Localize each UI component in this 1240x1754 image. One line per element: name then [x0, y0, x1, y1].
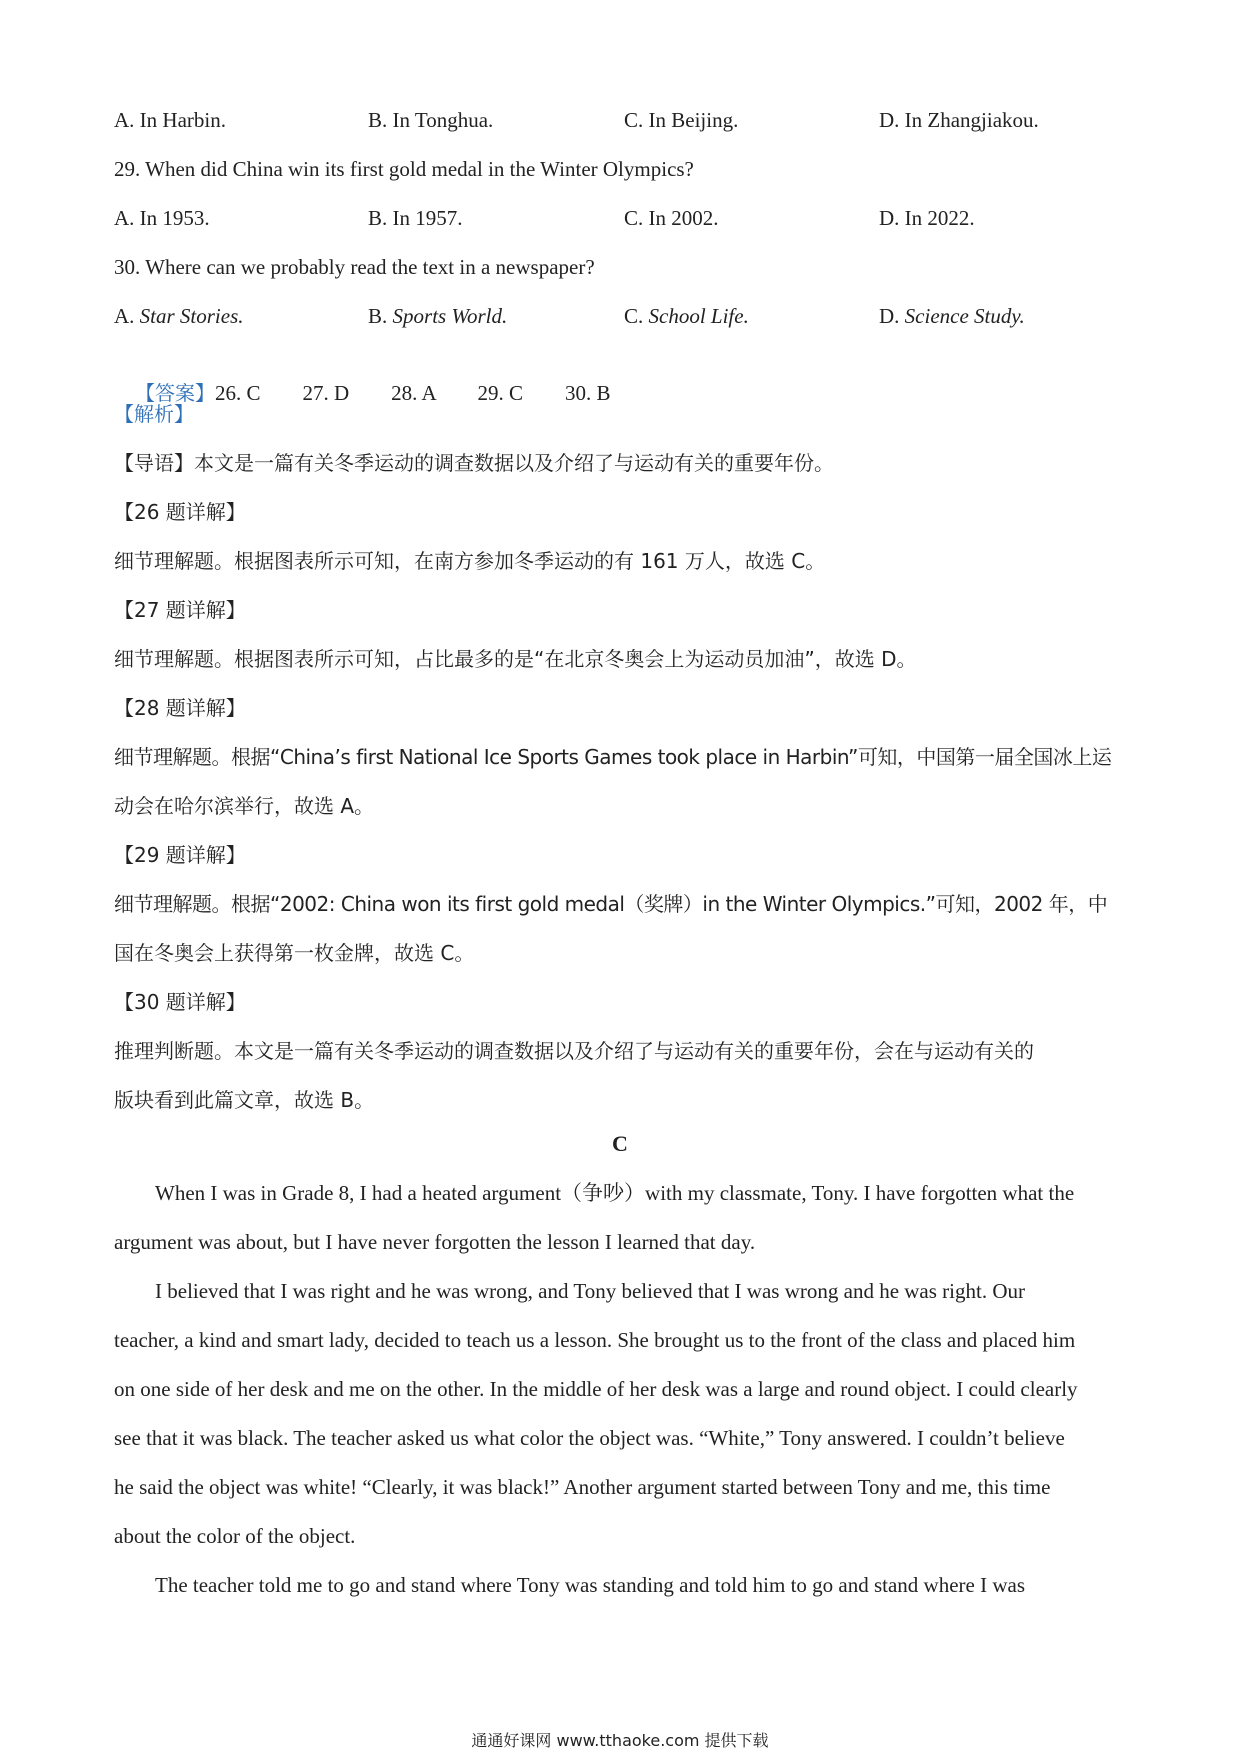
detail-29-heading: 【29 题详解】: [114, 843, 246, 867]
passage-line: When I was in Grade 8, I had a heated argument（争吵）with my classmate, Tony. I have forgotten what the: [155, 1181, 1075, 1205]
q28-option-a: A. In Harbin.: [114, 108, 226, 132]
q29-option-d: D. In 2022.: [879, 206, 975, 230]
q30-option-a-prefix: A.: [114, 304, 140, 328]
passage-line: see that it was black. The teacher asked us what color the object was. “White,” Tony answered. I couldn’t believe: [114, 1426, 1065, 1450]
detail-28-heading: 【28 题详解】: [114, 696, 246, 720]
detail-29-line1: 细节理解题。根据“2002: China won its first gold medal（奖牌）in the Winter Olympics.”可知，2002 年，中: [114, 892, 1108, 916]
passage-line: about the color of the object.: [114, 1524, 356, 1548]
detail-27-text: 细节理解题。根据图表所示可知，占比最多的是“在北京冬奥会上为运动员加油”，故选 D。: [114, 647, 917, 671]
q30-option-c-title: School Life.: [648, 304, 749, 328]
passage-line: argument was about, but I have never forgotten the lesson I learned that day.: [114, 1230, 756, 1254]
detail-30-line1: 推理判断题。本文是一篇有关冬季运动的调查数据以及介绍了与运动有关的重要年份，会在与运动有关的: [114, 1039, 1034, 1063]
q28-option-d: D. In Zhangjiakou.: [879, 108, 1039, 132]
q30-question: 30. Where can we probably read the text in a newspaper?: [114, 255, 595, 279]
q30-option-d-title: Science Study.: [904, 304, 1025, 328]
passage-line: The teacher told me to go and stand where Tony was standing and told him to go and stand where I was: [155, 1573, 1026, 1597]
passage-line: teacher, a kind and smart lady, decided to teach us a lesson. She brought us to the front of the class and placed him: [114, 1328, 1076, 1352]
q30-option-a: [114, 302, 244, 330]
answer-text: 26. C 27. D 28. A 29. C 30. B: [215, 381, 611, 405]
q29-option-c: C. In 2002.: [624, 206, 719, 230]
q30-option-c: [624, 302, 749, 330]
intro-line: [114, 449, 834, 477]
q30-option-c-prefix: C.: [624, 304, 649, 328]
analysis-label: 【解析】: [114, 402, 194, 426]
section-title: C: [612, 1131, 628, 1156]
q28-option-c: C. In Beijing.: [624, 108, 739, 132]
passage-line: I believed that I was right and he was wrong, and Tony believed that I was wrong and he was right. Our: [155, 1279, 1025, 1303]
intro-label: 【导语】: [114, 451, 194, 475]
detail-26-text: 细节理解题。根据图表所示可知，在南方参加冬季运动的有 161 万人，故选 C。: [114, 549, 826, 573]
detail-28-line1: 细节理解题。根据“China’s first National Ice Sports Games took place in Harbin”可知，中国第一届全国冰上运: [114, 745, 1112, 769]
detail-27-heading: 【27 题详解】: [114, 598, 246, 622]
passage-line: he said the object was white! “Clearly, it was black!” Another argument started between Tony and me, this time: [114, 1475, 1051, 1499]
q29-question: 29. When did China win its first gold medal in the Winter Olympics?: [114, 157, 694, 181]
q30-option-b: [368, 302, 507, 330]
answer-label: 【答案】: [135, 381, 215, 405]
q29-option-a: A. In 1953.: [114, 206, 210, 230]
passage-line: on one side of her desk and me on the other. In the middle of her desk was a large and round object. I could clearly: [114, 1377, 1078, 1401]
detail-30-heading: 【30 题详解】: [114, 990, 246, 1014]
detail-28-line2: 动会在哈尔滨举行，故选 A。: [114, 794, 375, 818]
q29-option-b: B. In 1957.: [368, 206, 463, 230]
detail-30-line2: 版块看到此篇文章，故选 B。: [114, 1088, 375, 1112]
footer-watermark: 通通好课网 www.tthaoke.com 提供下载: [471, 1731, 769, 1750]
intro-text: 本文是一篇有关冬季运动的调查数据以及介绍了与运动有关的重要年份。: [194, 451, 834, 475]
q30-option-a-title: Star Stories.: [139, 304, 244, 328]
q30-option-b-title: Sports World.: [392, 304, 508, 328]
q28-option-b: B. In Tonghua.: [368, 108, 494, 132]
detail-26-heading: 【26 题详解】: [114, 500, 246, 524]
q30-option-d: [879, 302, 1025, 330]
q30-option-d-prefix: D.: [879, 304, 905, 328]
q30-option-b-prefix: B.: [368, 304, 393, 328]
detail-29-line2: 国在冬奥会上获得第一枚金牌，故选 C。: [114, 941, 475, 965]
